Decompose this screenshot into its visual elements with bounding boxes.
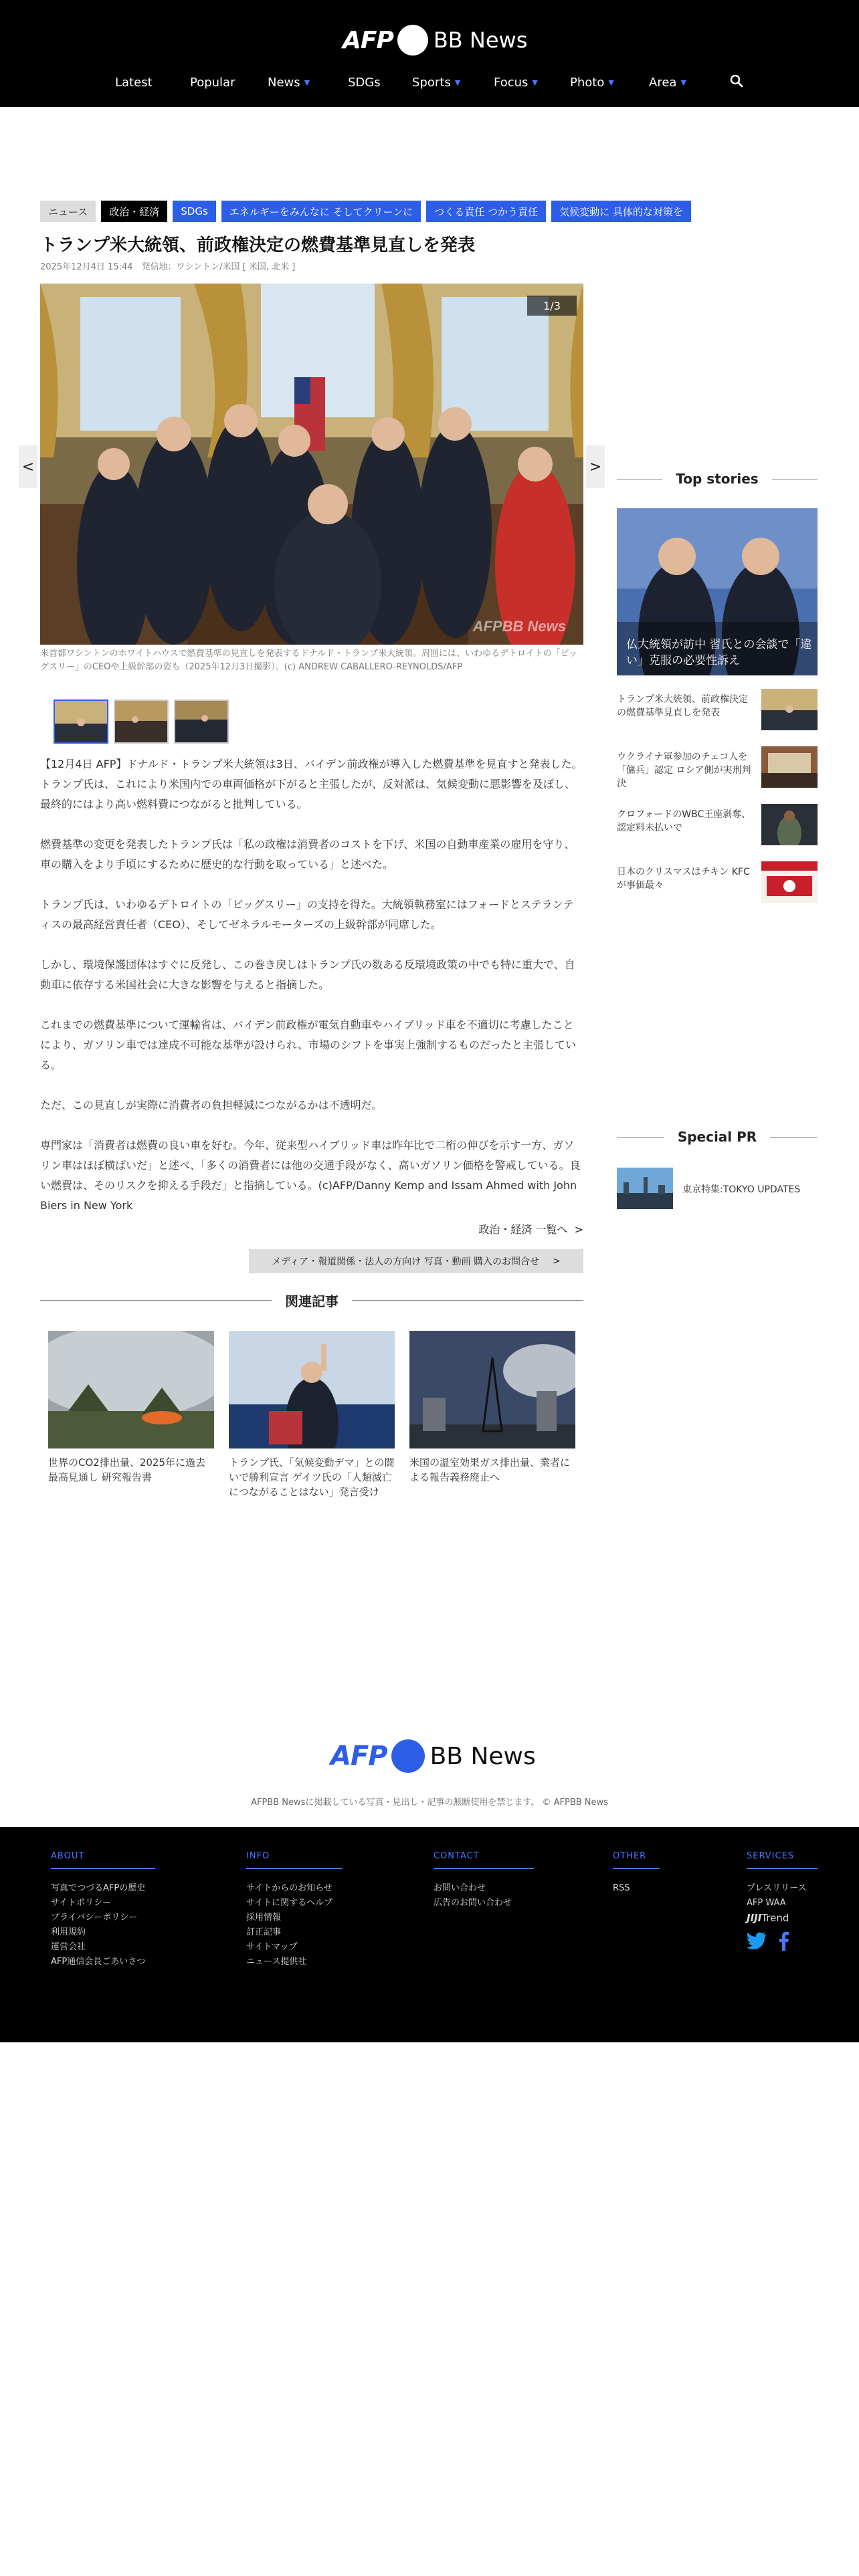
thumb-image xyxy=(175,701,227,742)
nav-latest[interactable] xyxy=(115,71,153,94)
footer-link[interactable]: 採用情報 xyxy=(246,1913,282,1923)
special-pr-heading xyxy=(617,1129,818,1145)
nav-label: Focus xyxy=(494,75,529,90)
thumb-image xyxy=(761,804,818,845)
category-list-label: 政治・経済 一覧へ xyxy=(478,1223,568,1236)
thumb-image xyxy=(761,861,818,903)
jiji-trend-jiji: JIJI xyxy=(747,1912,762,1924)
chevron-right-icon: > xyxy=(553,1256,561,1267)
nav-label: Photo xyxy=(570,75,605,90)
top-story-title: ウクライナ軍参加のチェコ人を「傭兵」認定 ロシア側が実刑判決 xyxy=(617,752,751,789)
chevron-down-icon: ▼ xyxy=(304,78,310,87)
related-article-image xyxy=(409,1331,575,1448)
footer-column-heading: OTHER xyxy=(613,1851,660,1869)
footer-column-heading: CONTACT xyxy=(434,1851,534,1869)
footer-link[interactable]: AFP通信会長ごあいさつ xyxy=(51,1957,146,1967)
footer-logo[interactable] xyxy=(330,1737,536,1775)
power-plant-photo xyxy=(409,1331,575,1448)
copyright-notice: AFPBB Newsに掲載している写真・見出し・記事の無断使用を禁じます。 © AFPBB News xyxy=(251,1798,608,1808)
top-story-item[interactable] xyxy=(617,804,818,851)
special-pr-title: 東京特集:TOKYO UPDATES xyxy=(682,1184,801,1195)
footer-logo-dot xyxy=(391,1739,425,1773)
footer-link[interactable]: サイトに関するヘルプ xyxy=(246,1898,333,1908)
article-meta: 2025年12月4日 15:44 発信地：ワシントン/米国 [ 米国, 北米 ] xyxy=(40,262,296,272)
top-story-title: クロフォードのWBC王座剥奪、認定料未払いで xyxy=(617,809,751,833)
nav-label: Area xyxy=(649,75,677,90)
footer-link[interactable]: 利用規約 xyxy=(51,1927,86,1937)
top-story-thumb xyxy=(761,861,818,903)
divider xyxy=(40,1300,272,1301)
gallery-thumb[interactable] xyxy=(174,700,229,744)
top-story-item[interactable] xyxy=(617,746,818,793)
pr-thumb xyxy=(617,1168,673,1209)
footer-column-heading: INFO xyxy=(246,1851,343,1869)
article-paragraph: ただ、この見直しが実際に消費者の負担軽減につながるかは不透明だ。 xyxy=(40,1099,383,1111)
top-story-thumb xyxy=(761,689,818,730)
purchase-inquiry-label: メディア・報道関係・法人の方向け 写真・動画 購入のお問合せ xyxy=(272,1257,540,1267)
footer-column-contact xyxy=(434,1851,534,1911)
related-article-title: 世界のCO2排出量、2025年に過去最高見通し 研究報告書 xyxy=(48,1457,205,1483)
jiji-trend-trend: Trend xyxy=(761,1912,789,1924)
special-pr-heading-label: Special PR xyxy=(677,1129,757,1145)
gallery-next-button[interactable]: > xyxy=(586,445,605,488)
nav-label: Sports xyxy=(412,75,451,90)
footer-link[interactable]: 訂正記事 xyxy=(246,1927,282,1937)
top-story-item[interactable] xyxy=(617,689,818,736)
photo-caption: 米首都ワシントンのホワイトハウスで燃費基準の見直しを発表するドナルド・トランプ米大統領。周囲には、いわゆるデトロイトの「ビッグスリー」のCEOや上級幹部の姿も（2025年12月3日撮影）。(c) ANDREW CABALLERO-REYNOLDS/AFP xyxy=(40,649,578,672)
footer-link[interactable]: サイトポリシー xyxy=(51,1898,112,1908)
nav-label: News xyxy=(268,75,300,90)
tag-responsible-consumption[interactable]: つくる責任 つかう責任 xyxy=(426,201,546,222)
article-body xyxy=(40,754,583,1236)
top-stories-heading xyxy=(617,471,818,487)
footer-link[interactable]: RSS xyxy=(613,1883,630,1893)
related-article-image xyxy=(48,1331,214,1448)
related-article-image xyxy=(229,1331,395,1448)
nav-sdgs[interactable] xyxy=(348,71,381,94)
article-paragraph: トランプ氏は、いわゆるデトロイトの「ビッグスリー」の支持を得た。大統領執務室にはフォードとステランティスの最高経営責任者（CEO）、そしてゼネラルモーターズの上級幹部が同席した。 xyxy=(40,898,574,931)
footer-column-heading: ABOUT xyxy=(51,1851,155,1869)
wildfire-smoke-photo xyxy=(48,1331,214,1448)
top-story-thumb xyxy=(761,746,818,788)
site-header xyxy=(0,0,859,107)
footer-link[interactable]: プレスリリース xyxy=(747,1883,807,1893)
twitter-icon[interactable] xyxy=(747,1932,767,1949)
thumb-image xyxy=(115,701,167,742)
nav-area[interactable] xyxy=(649,71,686,94)
chevron-down-icon: ▼ xyxy=(680,78,686,87)
footer-column-heading: SERVICES xyxy=(747,1851,818,1869)
gallery-prev-button[interactable]: < xyxy=(19,445,37,488)
footer-link[interactable]: ニュース提供社 xyxy=(246,1957,307,1967)
nav-photo[interactable] xyxy=(570,71,614,94)
footer-link[interactable]: 写真でつづるAFPの歴史 xyxy=(51,1883,146,1893)
footer-column-info xyxy=(246,1851,343,1969)
footer-link[interactable]: サイトマップ xyxy=(246,1942,298,1952)
logo-dot xyxy=(397,25,428,56)
article-paragraph: これまでの燃費基準について運輸省は、バイデン前政権が電気自動車やハイブリッド車を不適切に考慮したことにより、ガソリン車では達成不可能な基準が設けられ、市場のシフトを事実上強制するものだったと主張している。 xyxy=(40,1018,576,1071)
tag-climate-action[interactable]: 気候変動に 具体的な対策を xyxy=(551,201,691,222)
footer-column-services xyxy=(747,1851,818,1951)
trump-speech-photo xyxy=(229,1331,395,1448)
special-pr-item[interactable] xyxy=(617,1168,818,1214)
related-article[interactable] xyxy=(409,1331,575,1485)
thumb-image xyxy=(55,701,107,742)
article-paragraph: 燃費基準の変更を発表したトランプ氏は「私の政権は消費者のコストを下げ、米国の自動車産業の雇用を守り、車の購入をより手頃にするために歴史的な行動を取っている」と述べた。 xyxy=(40,838,575,871)
related-heading-label: 関連記事 xyxy=(285,1293,339,1309)
search-icon[interactable] xyxy=(729,74,744,88)
site-logo[interactable] xyxy=(343,21,527,59)
chevron-down-icon: ▼ xyxy=(532,78,538,87)
footer-column-other xyxy=(613,1851,660,1896)
top-story-item[interactable] xyxy=(617,861,818,908)
nav-news[interactable] xyxy=(268,71,310,94)
divider xyxy=(617,1137,664,1138)
gallery-thumb[interactable] xyxy=(54,700,108,744)
related-article-title: トランプ氏、「気候変動デマ」との闘いで勝利宣言 ゲイツ氏の「人類滅亡につながることはない」発言受け xyxy=(229,1457,395,1498)
article-paragraph: しかし、環境保護団体はすぐに反発し、この巻き戻しはトランプ氏の数ある反環境政策の中でも特に重大で、自動車に依存する米国社会に大きな影響を与えると指摘した。 xyxy=(40,958,575,991)
related-article[interactable] xyxy=(48,1331,214,1485)
thumb-image xyxy=(761,689,818,730)
footer-link[interactable]: 運営会社 xyxy=(51,1942,86,1952)
footer-link[interactable]: お問い合わせ xyxy=(434,1883,486,1893)
social-links xyxy=(747,1931,818,1951)
top-stories-heading-label: Top stories xyxy=(676,471,759,487)
nav-focus[interactable] xyxy=(494,71,538,94)
top-story-title: 日本のクリスマスはチキン KFCが事価最々 xyxy=(617,867,750,891)
tag-clean-energy[interactable]: エネルギーをみんなに そしてクリーンに xyxy=(221,201,421,222)
top-story-title: トランプ米大統領、前政権決定の燃費基準見直しを発表 xyxy=(617,694,748,718)
divider xyxy=(770,1137,818,1138)
article-paragraph: 専門家は「消費者は燃費の良い車を好む。今年、従来型ハイブリッド車は昨年比で二桁の伸びを示す一方、ガソリン車はほぼ横ばいだ」と述べ、「多くの消費者には他の交通手段がなく、高いガソリン価格を警戒している。良い燃費は、そのリスクを抑える手段だ」と指摘している。(c)AFP/Danny Kemp and Issam Ahmed with John Biers in New York xyxy=(40,1139,581,1212)
footer-link[interactable]: AFP WAA xyxy=(747,1898,786,1908)
logo-bbnews-text: BB News xyxy=(433,27,528,53)
chevron-down-icon: ▼ xyxy=(608,78,614,87)
footer-logo-afp-text: AFP xyxy=(330,1741,387,1772)
nav-label: SDGs xyxy=(348,75,381,90)
article-title: トランプ米大統領、前政権決定の燃費基準見直しを発表 xyxy=(40,235,476,255)
main-nav xyxy=(107,71,749,94)
divider xyxy=(352,1300,583,1301)
tag-sdgs[interactable]: SDGs xyxy=(173,201,216,222)
main-photo[interactable] xyxy=(40,284,583,645)
nav-label: Popular xyxy=(190,75,235,90)
related-article-title: 米国の温室効果ガス排出量、業者による報告義務廃止へ xyxy=(409,1457,571,1483)
article-tags xyxy=(40,201,691,222)
facebook-icon[interactable] xyxy=(777,1931,789,1951)
footer-column-about xyxy=(51,1851,155,1969)
photo-watermark: AFPBB News xyxy=(472,618,566,635)
footer-link[interactable]: プライバシーポリシー xyxy=(51,1913,138,1923)
tag-politics-economy[interactable]: 政治・経済 xyxy=(101,201,167,222)
tag-news[interactable]: ニュース xyxy=(40,201,96,222)
nav-popular[interactable] xyxy=(190,71,235,94)
footer-logo-bbnews-text: BB News xyxy=(430,1742,536,1770)
purchase-inquiry-button[interactable] xyxy=(249,1249,583,1273)
chevron-down-icon: ▼ xyxy=(454,78,461,87)
gallery-thumb[interactable] xyxy=(114,700,169,744)
nav-sports[interactable] xyxy=(412,71,460,94)
gallery-thumbnails xyxy=(54,700,229,744)
top-story-featured-title[interactable]: 仏大統領が訪中 習氏との会談で「違い」克服の必要性訴え xyxy=(626,638,812,667)
related-article[interactable] xyxy=(229,1331,395,1499)
jiji-trend-logo[interactable] xyxy=(747,1911,818,1925)
thumb-image xyxy=(761,746,818,788)
top-story-thumb xyxy=(761,804,818,845)
footer-link[interactable]: サイトからのお知らせ xyxy=(246,1883,332,1893)
category-list-link[interactable] xyxy=(468,1221,583,1237)
chevron-right-icon: > xyxy=(574,1223,583,1236)
related-heading xyxy=(40,1291,583,1310)
article-paragraph: 【12月4日 AFP】ドナルド・トランプ米大統領は3日、バイデン前政権が導入した燃費基準を見直すと発表した。トランプ氏は、これにより米国内での車両価格が下がると主張したが、反対派は、気候変動に悪影響を及ぼし、最終的にはより高い燃料費につながると批判している。 xyxy=(40,758,583,811)
logo-afp-text: AFP xyxy=(343,26,393,54)
gallery-counter: 1/3 xyxy=(527,296,577,316)
footer-link[interactable]: 広告のお問い合わせ xyxy=(434,1898,512,1908)
oval-office-photo xyxy=(40,284,583,645)
nav-label: Latest xyxy=(115,75,153,90)
